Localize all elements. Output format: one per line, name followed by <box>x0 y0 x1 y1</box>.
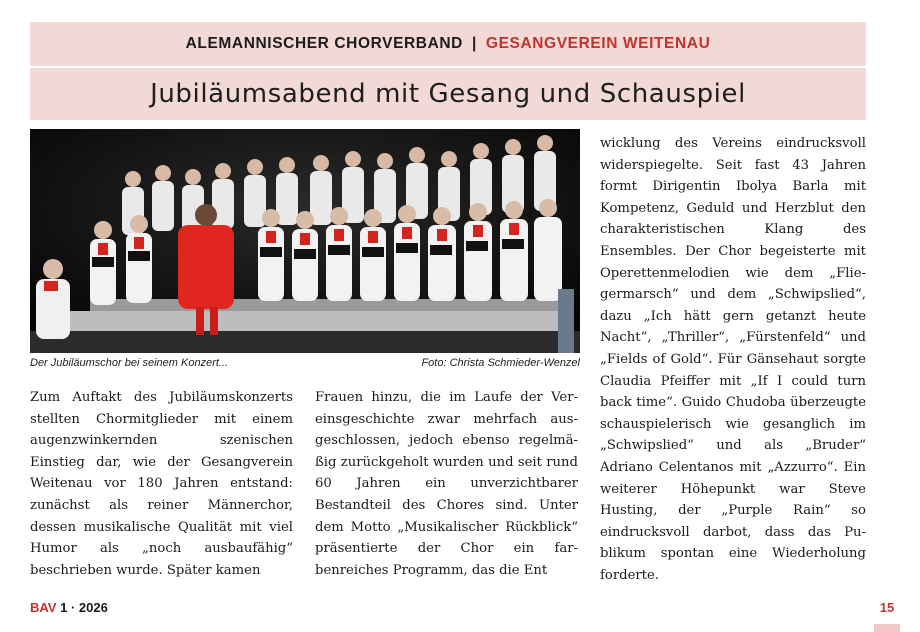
photo-credit: Foto: Christa Schmieder-Wenzel <box>421 357 580 369</box>
choir-photo-illustration <box>30 129 580 353</box>
section-header-band <box>30 22 866 66</box>
headline-band <box>30 68 866 120</box>
page-number: 15 <box>879 600 895 615</box>
organization-label: ALEMANNISCHER CHORVERBAND <box>185 35 463 52</box>
footer-issue <box>30 600 108 615</box>
footer-issue-number: 1 · 2026 <box>56 600 108 615</box>
article-headline: Jubiläumsabend mit Gesang und Schauspiel <box>150 79 746 109</box>
caption-text: Der Jubiläumschor bei seinem Konzert... <box>30 357 229 369</box>
choir-photo <box>30 129 580 353</box>
club-label: GESANGVEREIN WEITENAU <box>485 35 711 52</box>
page-number-bar <box>874 624 900 632</box>
footer-brand: BAV <box>30 600 57 615</box>
header-separator: | <box>471 35 477 52</box>
article-column-2: Frauen hinzu, die im Laufe der Vereinsgeschichte zwar mehrfach ausgeschlossen, jedoch ebenso regelmäßig zurückgeholt wurden und seit rund 60 Jahren ein unverzichtbarer Bestandteil des Chores sind. Unter dem Motto „Musikalischer Rückblick“ präsentierte der Chor ein farbenreiches Programm, das die Ent <box>315 390 578 578</box>
article-column-3: wicklung des Vereins eindrucksvoll widerspiegelte. Seit fast 43 Jahren formt Dirigentin Ibolya Barla mit Kompetenz, Geduld und Herzblut den charakteristischen Klang des Ensembles. Der Chor begeisterte mit Operettenmelodien wie dem „Fliegermarsch“ und dem „Schwipslied“, dazu „Ich hätt gern getanzt heute Nacht“, „Thriller“, „Fürstenfeld“ und „Fields of Gold“. Für Gänsehaut sorgte Claudia Pfeiffer mit „If I could turn back time“. Guido Chudoba überzeugte schauspielerisch wie gesanglich im „Schwipslied“ und als „Bruder“ Adriano Celentanos mit „Azzurro“. Ein weiterer Höhepunkt war Steve Husting, der „Purple Rain“ so eindrucksvoll darbot, dass das Publikum spontan eine Wiederholung forderte. <box>600 136 866 583</box>
photo-caption <box>30 357 580 373</box>
article-column-1: Zum Auftakt des Jubiläumskonzerts stellten Chormitglieder mit einem augenzwinkernden szenischen Einstieg dar, wie der Gesangverein Weitenau vor 180 Jahren entstand: zunächst als reiner Männerchor, dessen musikalische Qualität mit viel Humor als „noch ausbaufähig“ beschrieben wurde. Später kamen <box>30 390 293 578</box>
